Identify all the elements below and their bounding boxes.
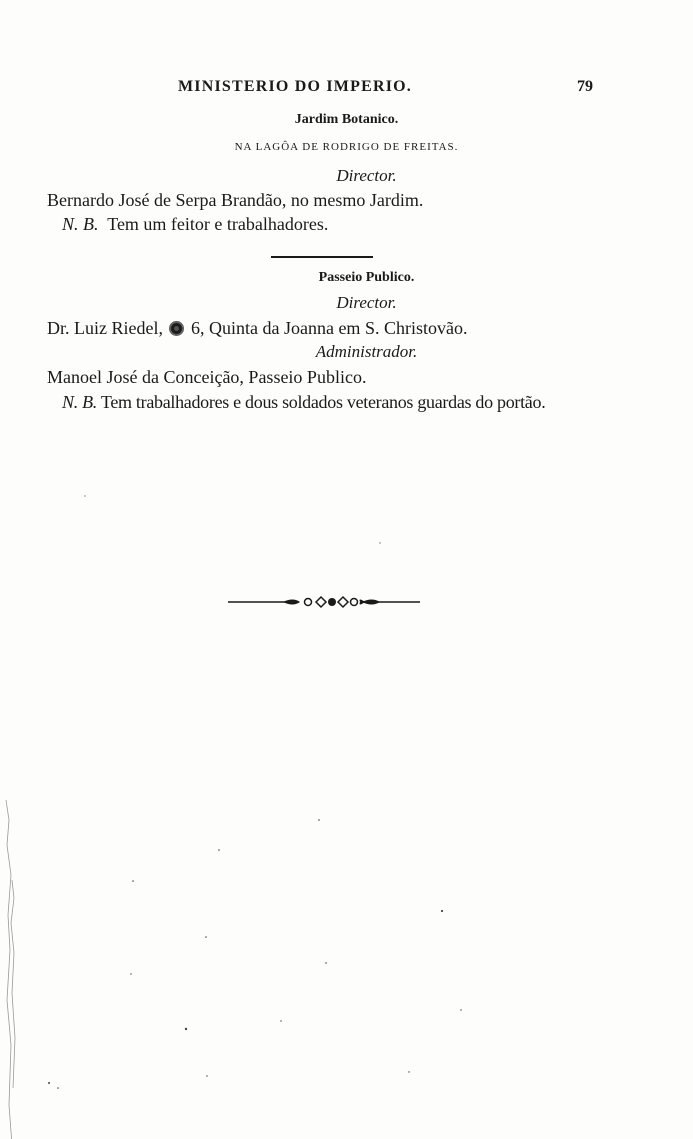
section-title-passeio-publico: Passeio Publico. xyxy=(318,270,415,285)
note-text: Tem trabalhadores e dous soldados veteranos guardas do portão. xyxy=(100,392,546,412)
role-administrador: Administrador. xyxy=(315,342,418,361)
section-title-jardim-botanico: Jardim Botanico. xyxy=(294,112,399,127)
entry-riedel-name: Dr. Luiz Riedel, xyxy=(47,318,163,338)
section-subtitle-location: NA LAGÔA DE RODRIGO DE FREITAS. xyxy=(234,141,459,153)
page-header-title: MINISTERIO DO IMPERIO. xyxy=(178,78,412,95)
note-text: Tem um feitor e trabalhadores. xyxy=(107,214,329,234)
entry-bernardo: Bernardo José de Serpa Brandão, no mesmo Jardim. xyxy=(47,190,424,210)
role-director-2: Director. xyxy=(336,293,397,312)
note-label: N. B. xyxy=(62,214,99,234)
entry-manoel: Manoel José da Conceição, Passeio Publico. xyxy=(47,367,367,387)
entry-riedel-address: 6, Quinta da Joanna em S. Christovão. xyxy=(190,318,468,338)
page-number: 79 xyxy=(577,78,593,95)
role-director-1: Director. xyxy=(336,166,397,185)
note-label: N. B. xyxy=(62,392,98,412)
